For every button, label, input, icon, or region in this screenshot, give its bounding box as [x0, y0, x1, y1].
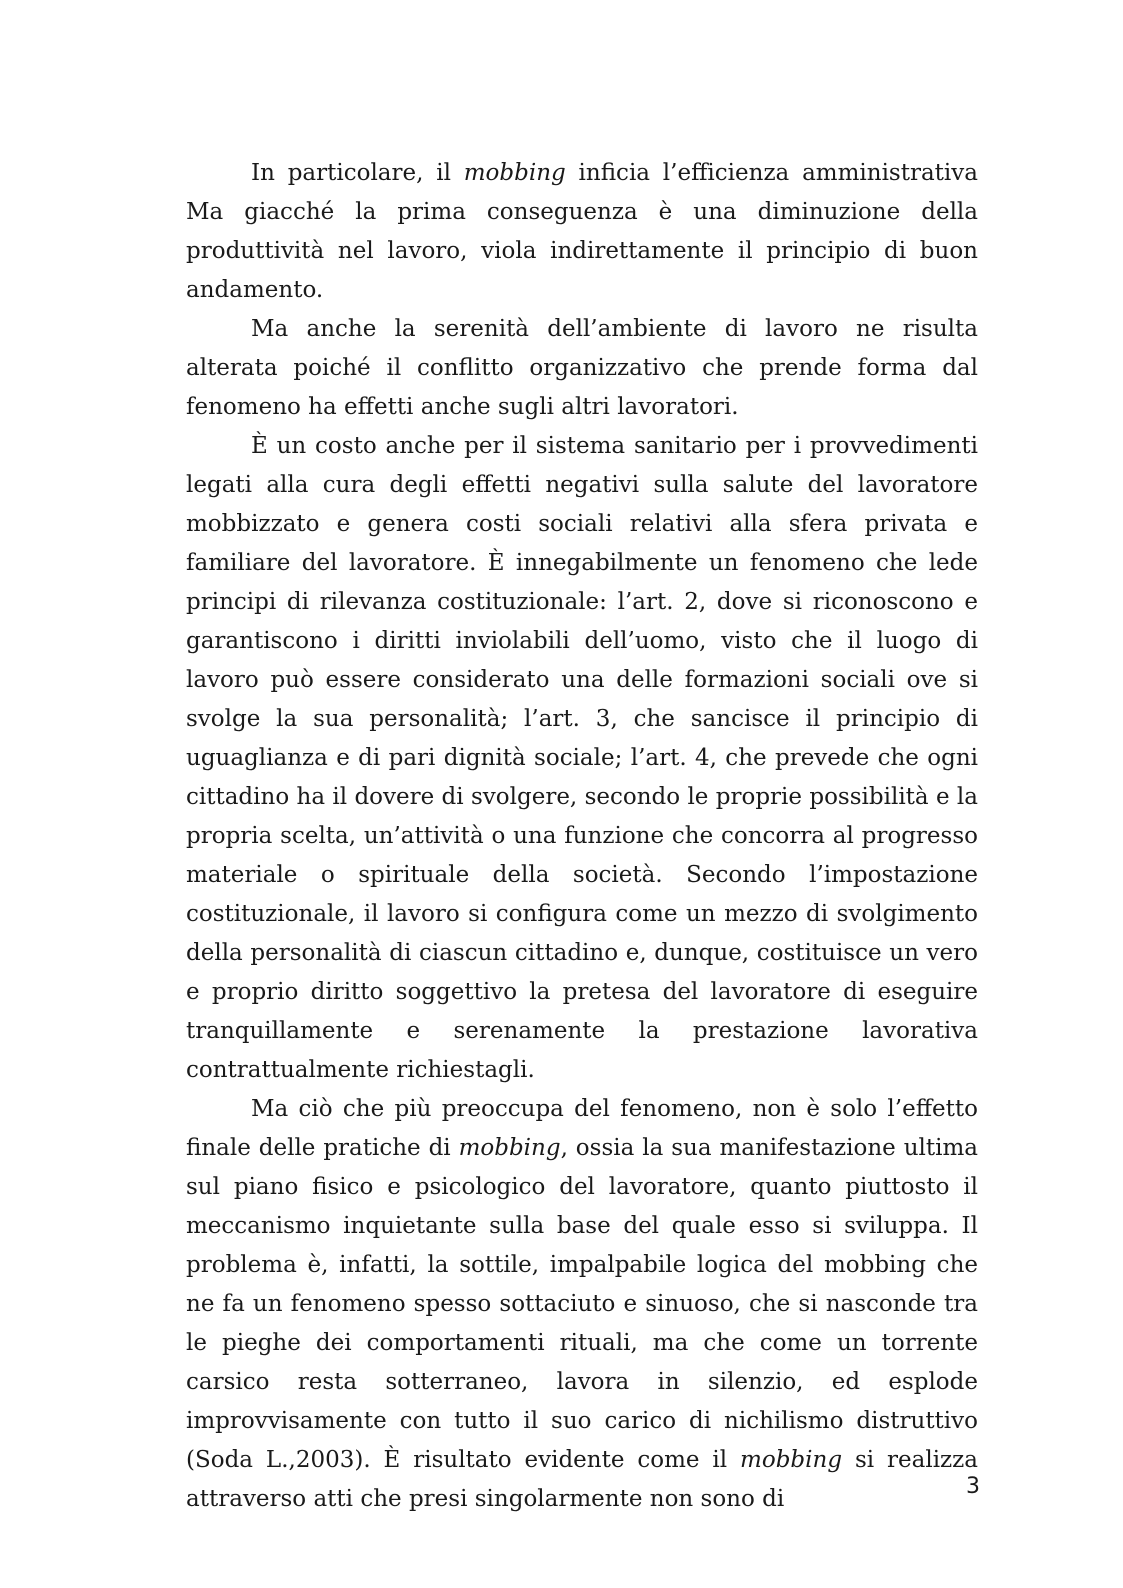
page-number: 3: [966, 1474, 980, 1499]
italic-term: mobbing: [458, 1135, 561, 1161]
body-text: [186, 154, 978, 1519]
text-run: Ma ciò che più preoccupa del fenomeno, non è solo l’effetto finale delle pratiche di: [186, 1096, 978, 1161]
text-run: Ma anche la serenità dell’ambiente di lavoro ne risulta alterata poiché il conflitto organizzativo che prende forma dal fenomeno ha effetti anche sugli altri lavoratori.: [186, 316, 978, 420]
paragraph: [186, 310, 978, 427]
paragraph: [186, 154, 978, 310]
italic-term: mobbing: [463, 160, 566, 186]
paragraph: [186, 1090, 978, 1519]
text-run: , ossia la sua manifestazione ultima sul piano fisico e psicologico del lavoratore, quanto piuttosto il meccanismo inquietante sulla base del quale esso si sviluppa. Il problema è, infatti, la sottile, impalpabile logica del mobbing che ne fa un fenomeno spesso sottaciuto e sinuoso, che si nasconde tra le pieghe dei comportamenti rituali, ma che come un torrente carsico resta sotterraneo, lavora in silenzio, ed esplode improvvisamente con tutto il suo carico di nichilismo distruttivo (Soda L.,2003). È risultato evidente come il: [186, 1135, 978, 1473]
text-run: si realizza attraverso atti che presi singolarmente non sono di: [186, 1447, 978, 1512]
text-run: In particolare, il: [251, 160, 464, 186]
text-run: È un costo anche per il sistema sanitario per i provvedimenti legati alla cura degli effetti negativi sulla salute del lavoratore mobbizzato e genera costi sociali relativi alla sfera privata e familiare del lavoratore. È innegabilmente un fenomeno che lede principi di rilevanza costituzionale: l’art. 2, dove si riconoscono e garantiscono i diritti inviolabili dell’uomo, visto che il luogo di lavoro può essere considerato una delle formazioni sociali ove si svolge la sua personalità; l’art. 3, che sancisce il principio di uguaglianza e di pari dignità sociale; l’art. 4, che prevede che ogni cittadino ha il dovere di svolgere, secondo le proprie possibilità e la propria scelta, un’attività o una funzione che concorra al progresso materiale o spirituale della società. Secondo l’impostazione costituzionale, il lavoro si configura come un mezzo di svolgimento della personalità di ciascun cittadino e, dunque, costituisce un vero e proprio diritto soggettivo la pretesa del lavoratore di eseguire tranquillamente e serenamente la prestazione lavorativa contrattualmente richiestagli.: [186, 433, 978, 1083]
italic-term: mobbing: [740, 1447, 843, 1473]
text-run: inficia l’efficienza amministrativa Ma giacché la prima conseguenza è una diminuzione della produttività nel lavoro, viola indirettamente il principio di buon andamento.: [186, 160, 978, 303]
paragraph: [186, 427, 978, 1090]
